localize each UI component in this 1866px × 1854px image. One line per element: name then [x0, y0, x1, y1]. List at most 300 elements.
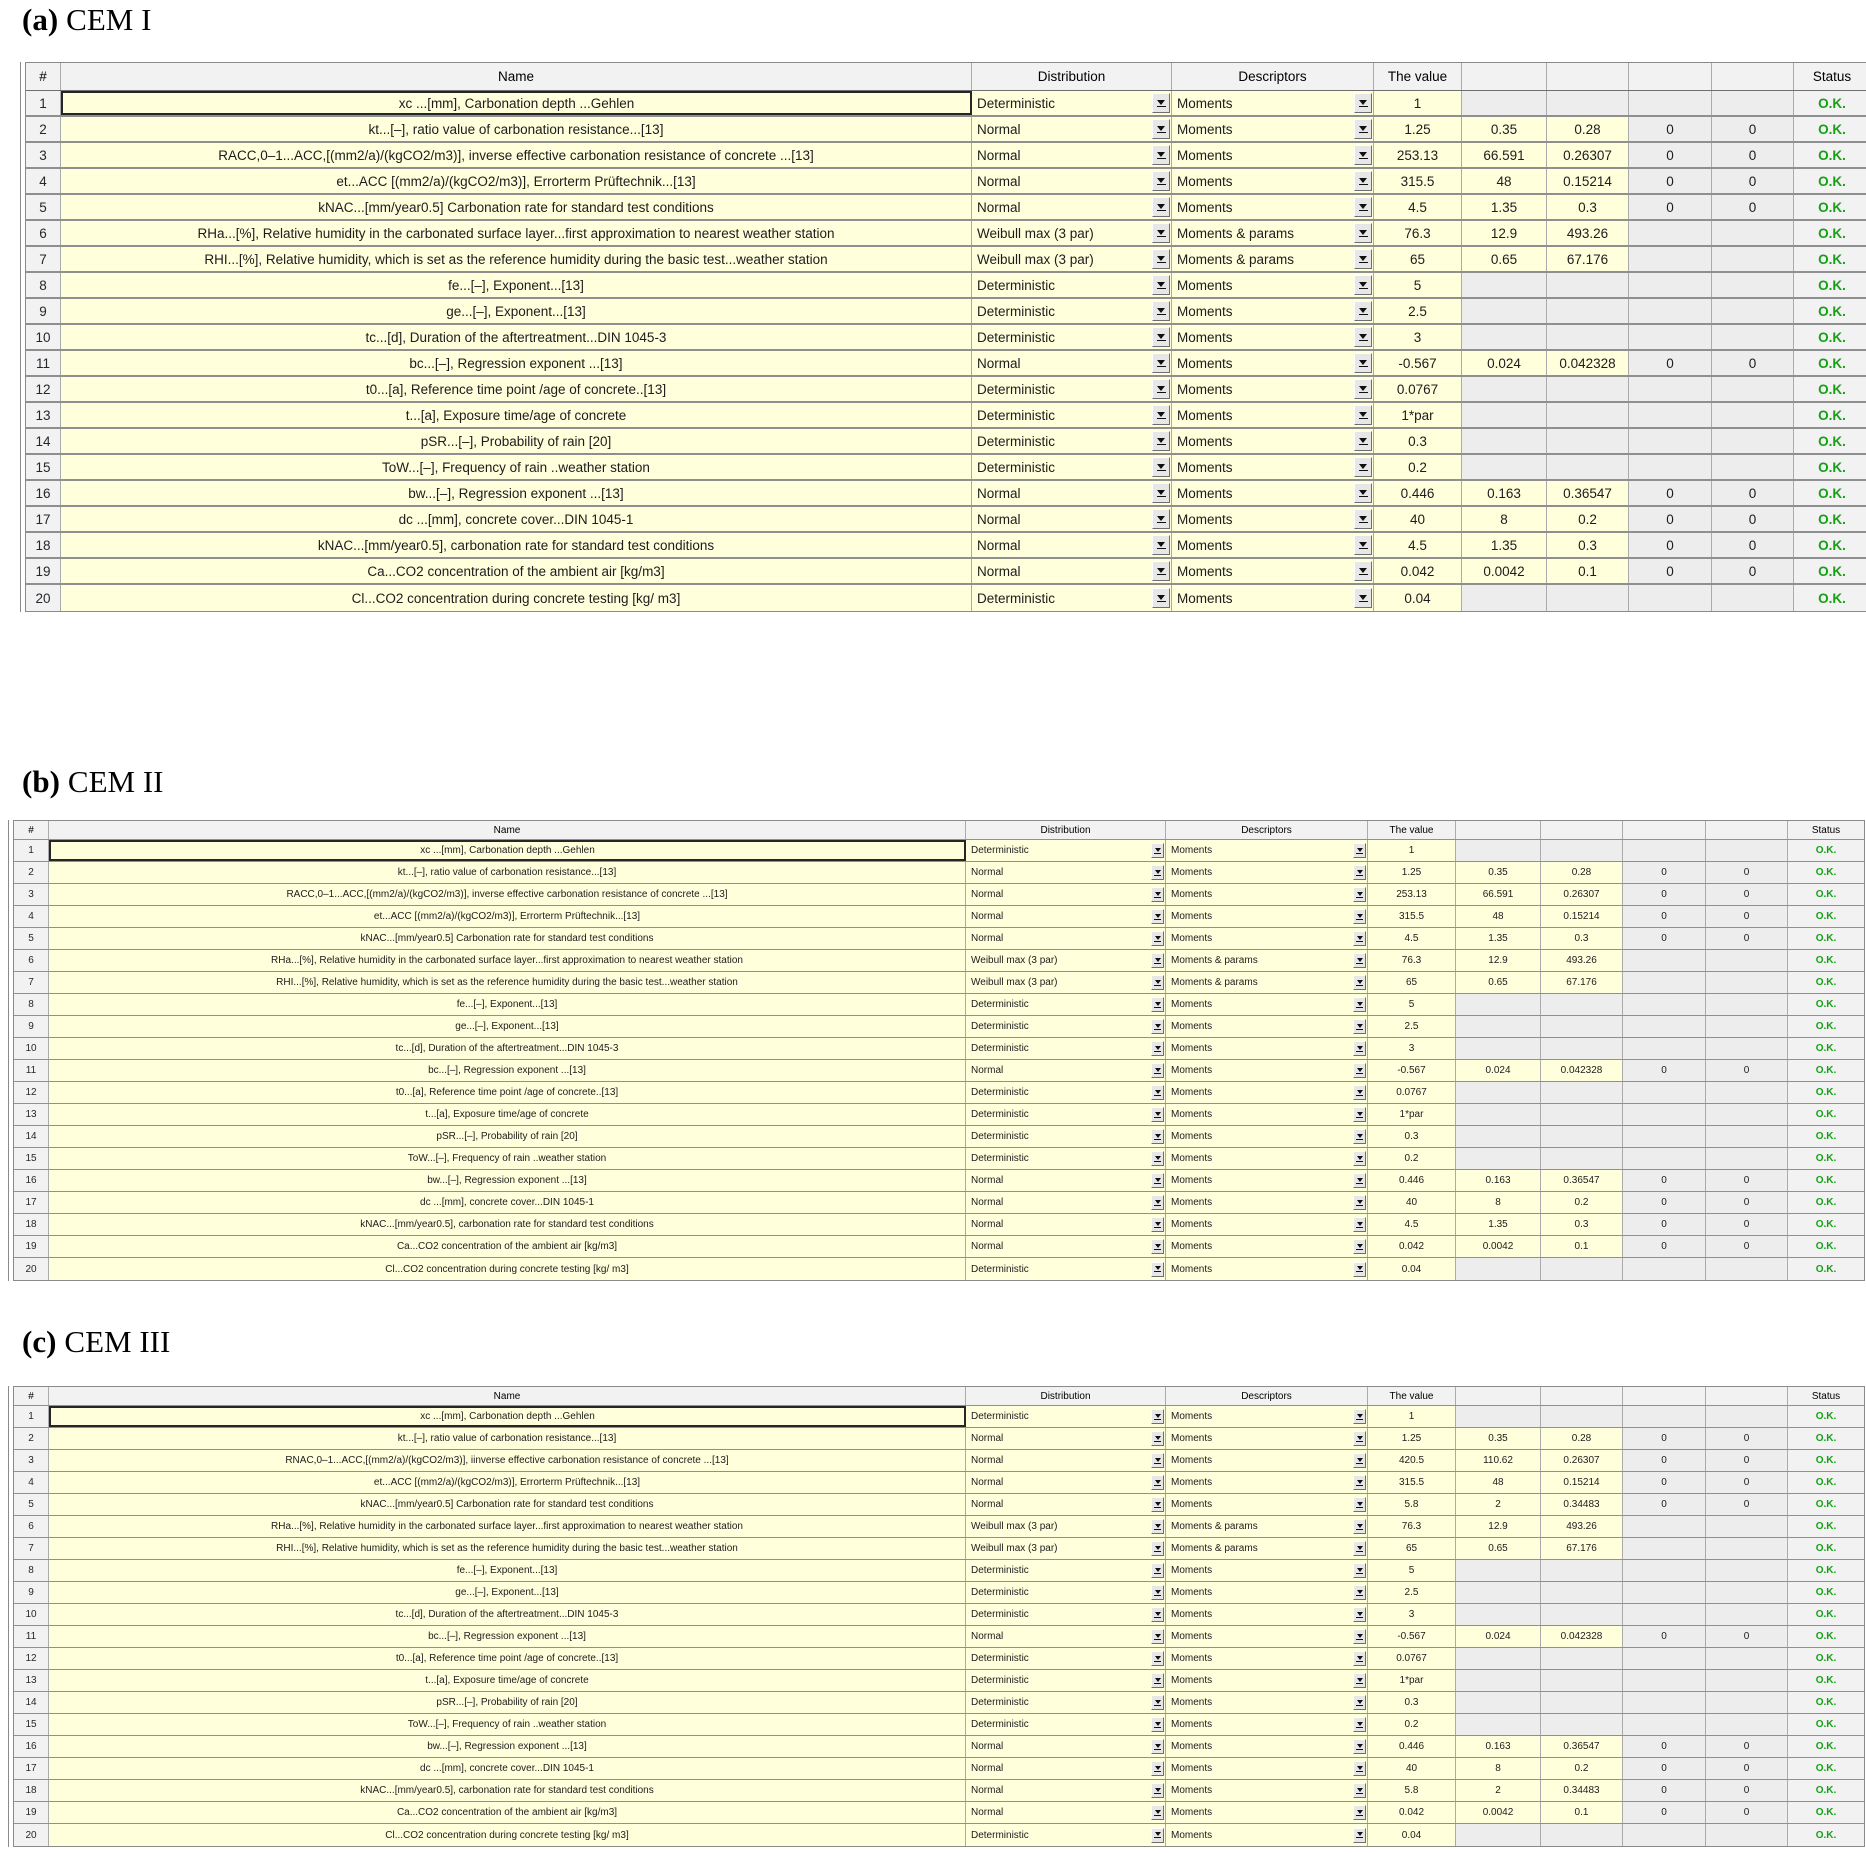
- distribution-select[interactable]: [966, 1104, 1166, 1125]
- value-cell[interactable]: 0.0042: [1462, 559, 1547, 583]
- param-name-cell[interactable]: kNAC...[mm/year0.5], carbonation rate for standard test conditions: [61, 533, 972, 557]
- dropdown-button[interactable]: [1152, 483, 1170, 503]
- descriptors-select[interactable]: [1166, 1582, 1368, 1603]
- distribution-select[interactable]: [966, 1170, 1166, 1191]
- param-name-cell[interactable]: ge...[–], Exponent...[13]: [49, 1582, 966, 1603]
- value-cell[interactable]: [1706, 1406, 1788, 1427]
- value-cell[interactable]: 4.5: [1368, 928, 1456, 949]
- dropdown-button[interactable]: [1353, 843, 1366, 858]
- value-cell[interactable]: [1629, 585, 1712, 611]
- value-cell[interactable]: 315.5: [1374, 169, 1462, 193]
- distribution-select[interactable]: [966, 1472, 1166, 1493]
- distribution-select[interactable]: [966, 1148, 1166, 1169]
- descriptors-select[interactable]: [1166, 1626, 1368, 1647]
- value-cell[interactable]: 0.042328: [1541, 1626, 1623, 1647]
- value-cell[interactable]: 0.04: [1368, 1824, 1456, 1846]
- row-number[interactable]: 10: [26, 325, 61, 349]
- value-cell[interactable]: [1629, 403, 1712, 427]
- param-name-cell[interactable]: bc...[–], Regression exponent ...[13]: [61, 351, 972, 375]
- descriptors-select[interactable]: [1166, 950, 1368, 971]
- distribution-select[interactable]: [972, 273, 1172, 297]
- descriptors-select[interactable]: [1166, 1714, 1368, 1735]
- value-cell[interactable]: [1541, 1648, 1623, 1669]
- dropdown-button[interactable]: [1354, 327, 1372, 347]
- value-cell[interactable]: 0.2: [1547, 507, 1629, 531]
- row-number[interactable]: 4: [14, 906, 49, 927]
- value-cell[interactable]: 76.3: [1368, 950, 1456, 971]
- row-number[interactable]: 9: [14, 1016, 49, 1037]
- param-name-cell[interactable]: kNAC...[mm/year0.5], carbonation rate for standard test conditions: [49, 1780, 966, 1801]
- distribution-select[interactable]: [972, 247, 1172, 271]
- row-number[interactable]: 5: [26, 195, 61, 219]
- row-number[interactable]: 9: [14, 1582, 49, 1603]
- value-cell[interactable]: 0.2: [1368, 1148, 1456, 1169]
- dropdown-button[interactable]: [1353, 1129, 1366, 1144]
- descriptors-select[interactable]: [1172, 351, 1374, 375]
- value-cell[interactable]: [1629, 273, 1712, 297]
- dropdown-button[interactable]: [1151, 1519, 1164, 1534]
- value-cell[interactable]: [1712, 429, 1794, 453]
- param-name-cell[interactable]: fe...[–], Exponent...[13]: [61, 273, 972, 297]
- value-cell[interactable]: [1541, 1714, 1623, 1735]
- dropdown-button[interactable]: [1151, 953, 1164, 968]
- dropdown-button[interactable]: [1353, 1262, 1366, 1277]
- distribution-select[interactable]: [972, 117, 1172, 141]
- dropdown-button[interactable]: [1152, 509, 1170, 529]
- param-name-cell[interactable]: t...[a], Exposure time/age of concrete: [61, 403, 972, 427]
- value-cell[interactable]: 493.26: [1541, 950, 1623, 971]
- value-cell[interactable]: 0.446: [1368, 1170, 1456, 1191]
- row-number[interactable]: 7: [14, 1538, 49, 1559]
- value-cell[interactable]: 1*par: [1368, 1104, 1456, 1125]
- descriptors-select[interactable]: [1166, 1082, 1368, 1103]
- value-cell[interactable]: 0.65: [1462, 247, 1547, 271]
- descriptors-select[interactable]: [1172, 169, 1374, 193]
- descriptors-select[interactable]: [1166, 1016, 1368, 1037]
- value-cell[interactable]: 0: [1706, 1802, 1788, 1823]
- descriptors-select[interactable]: [1166, 1038, 1368, 1059]
- value-cell[interactable]: 0.28: [1547, 117, 1629, 141]
- value-cell[interactable]: 0.28: [1541, 1428, 1623, 1449]
- distribution-select[interactable]: [972, 299, 1172, 323]
- value-cell[interactable]: 8: [1456, 1192, 1541, 1213]
- value-cell[interactable]: 0: [1623, 1214, 1706, 1235]
- dropdown-button[interactable]: [1353, 909, 1366, 924]
- value-cell[interactable]: 2: [1456, 1780, 1541, 1801]
- value-cell[interactable]: 0: [1712, 559, 1794, 583]
- descriptors-select[interactable]: [1166, 1258, 1368, 1280]
- descriptors-select[interactable]: [1172, 195, 1374, 219]
- dropdown-button[interactable]: [1152, 301, 1170, 321]
- value-cell[interactable]: 2.5: [1368, 1016, 1456, 1037]
- descriptors-select[interactable]: [1166, 1494, 1368, 1515]
- value-cell[interactable]: 0.3: [1547, 195, 1629, 219]
- dropdown-button[interactable]: [1354, 509, 1372, 529]
- value-cell[interactable]: 0: [1629, 507, 1712, 531]
- value-cell[interactable]: 0.04: [1368, 1258, 1456, 1280]
- value-cell[interactable]: [1706, 1824, 1788, 1846]
- descriptors-select[interactable]: [1166, 1538, 1368, 1559]
- value-cell[interactable]: 0: [1706, 906, 1788, 927]
- param-name-cell[interactable]: RACC,0–1...ACC,[(mm2/a)/(kgCO2/m3)], inverse effective carbonation resistance of concrete ...[13]: [61, 143, 972, 167]
- distribution-select[interactable]: [966, 1494, 1166, 1515]
- distribution-select[interactable]: [966, 862, 1166, 883]
- value-cell[interactable]: 0.26307: [1547, 143, 1629, 167]
- dropdown-button[interactable]: [1152, 223, 1170, 243]
- param-name-cell[interactable]: Cl...CO2 concentration during concrete testing [kg/ m3]: [49, 1258, 966, 1280]
- dropdown-button[interactable]: [1353, 1085, 1366, 1100]
- value-cell[interactable]: [1462, 585, 1547, 611]
- distribution-select[interactable]: [972, 403, 1172, 427]
- dropdown-button[interactable]: [1152, 405, 1170, 425]
- value-cell[interactable]: [1706, 1648, 1788, 1669]
- dropdown-button[interactable]: [1353, 1651, 1366, 1666]
- distribution-select[interactable]: [972, 221, 1172, 245]
- distribution-select[interactable]: [966, 1538, 1166, 1559]
- distribution-select[interactable]: [972, 325, 1172, 349]
- value-cell[interactable]: [1623, 1126, 1706, 1147]
- distribution-select[interactable]: [966, 1582, 1166, 1603]
- row-number[interactable]: 4: [14, 1472, 49, 1493]
- value-cell[interactable]: [1712, 455, 1794, 479]
- value-cell[interactable]: 1.35: [1462, 533, 1547, 557]
- dropdown-button[interactable]: [1353, 1828, 1366, 1843]
- value-cell[interactable]: [1623, 1148, 1706, 1169]
- value-cell[interactable]: [1623, 972, 1706, 993]
- value-cell[interactable]: [1623, 1082, 1706, 1103]
- dropdown-button[interactable]: [1354, 223, 1372, 243]
- descriptors-select[interactable]: [1166, 1060, 1368, 1081]
- value-cell[interactable]: [1712, 585, 1794, 611]
- param-name-cell[interactable]: bw...[–], Regression exponent ...[13]: [61, 481, 972, 505]
- dropdown-button[interactable]: [1151, 1761, 1164, 1776]
- value-cell[interactable]: 0.3: [1541, 1214, 1623, 1235]
- param-name-cell[interactable]: fe...[–], Exponent...[13]: [49, 1560, 966, 1581]
- row-number[interactable]: 12: [14, 1648, 49, 1669]
- value-cell[interactable]: [1456, 1038, 1541, 1059]
- dropdown-button[interactable]: [1152, 327, 1170, 347]
- value-cell[interactable]: 0.042328: [1541, 1060, 1623, 1081]
- value-cell[interactable]: [1629, 221, 1712, 245]
- value-cell[interactable]: 1: [1374, 91, 1462, 115]
- row-number[interactable]: 2: [14, 1428, 49, 1449]
- distribution-select[interactable]: [972, 559, 1172, 583]
- dropdown-button[interactable]: [1353, 1063, 1366, 1078]
- dropdown-button[interactable]: [1152, 561, 1170, 581]
- descriptors-select[interactable]: [1172, 273, 1374, 297]
- value-cell[interactable]: [1462, 91, 1547, 115]
- row-number[interactable]: 1: [14, 1406, 49, 1427]
- dropdown-button[interactable]: [1152, 588, 1170, 608]
- dropdown-button[interactable]: [1151, 1739, 1164, 1754]
- distribution-select[interactable]: [966, 884, 1166, 905]
- value-cell[interactable]: [1541, 1258, 1623, 1280]
- dropdown-button[interactable]: [1353, 1107, 1366, 1122]
- value-cell[interactable]: [1456, 1148, 1541, 1169]
- value-cell[interactable]: [1456, 1670, 1541, 1691]
- value-cell[interactable]: [1462, 455, 1547, 479]
- distribution-select[interactable]: [972, 377, 1172, 401]
- value-cell[interactable]: [1541, 1126, 1623, 1147]
- param-name-cell[interactable]: et...ACC [(mm2/a)/(kgCO2/m3)], Errorterm Prüftechnik...[13]: [49, 1472, 966, 1493]
- dropdown-button[interactable]: [1151, 887, 1164, 902]
- descriptors-select[interactable]: [1166, 1214, 1368, 1235]
- value-cell[interactable]: 3: [1368, 1604, 1456, 1625]
- distribution-select[interactable]: [972, 143, 1172, 167]
- dropdown-button[interactable]: [1353, 997, 1366, 1012]
- descriptors-select[interactable]: [1172, 299, 1374, 323]
- value-cell[interactable]: 5: [1368, 994, 1456, 1015]
- row-number[interactable]: 12: [14, 1082, 49, 1103]
- value-cell[interactable]: 0.3: [1547, 533, 1629, 557]
- value-cell[interactable]: 0: [1623, 1802, 1706, 1823]
- row-number[interactable]: 11: [14, 1626, 49, 1647]
- value-cell[interactable]: [1456, 994, 1541, 1015]
- value-cell[interactable]: 0: [1623, 1428, 1706, 1449]
- value-cell[interactable]: 66.591: [1462, 143, 1547, 167]
- value-cell[interactable]: 0.35: [1462, 117, 1547, 141]
- value-cell[interactable]: 48: [1456, 1472, 1541, 1493]
- param-name-cell[interactable]: kNAC...[mm/year0.5], carbonation rate for standard test conditions: [49, 1214, 966, 1235]
- row-number[interactable]: 18: [14, 1214, 49, 1235]
- distribution-select[interactable]: [966, 1038, 1166, 1059]
- value-cell[interactable]: 0: [1712, 169, 1794, 193]
- param-name-cell[interactable]: xc ...[mm], Carbonation depth ...Gehlen: [61, 91, 972, 115]
- distribution-select[interactable]: [966, 1802, 1166, 1823]
- param-name-cell[interactable]: kNAC...[mm/year0.5] Carbonation rate for standard test conditions: [49, 1494, 966, 1515]
- value-cell[interactable]: 0: [1629, 195, 1712, 219]
- dropdown-button[interactable]: [1354, 588, 1372, 608]
- descriptors-select[interactable]: [1166, 1428, 1368, 1449]
- row-number[interactable]: 1: [26, 91, 61, 115]
- value-cell[interactable]: 0: [1706, 1214, 1788, 1235]
- param-name-cell[interactable]: Ca...CO2 concentration of the ambient air [kg/m3]: [49, 1236, 966, 1257]
- value-cell[interactable]: 67.176: [1547, 247, 1629, 271]
- row-number[interactable]: 15: [14, 1148, 49, 1169]
- value-cell[interactable]: 1.25: [1368, 862, 1456, 883]
- value-cell[interactable]: 0: [1712, 117, 1794, 141]
- value-cell[interactable]: 0: [1623, 1494, 1706, 1515]
- value-cell[interactable]: 0.3: [1541, 928, 1623, 949]
- param-name-cell[interactable]: xc ...[mm], Carbonation depth ...Gehlen: [49, 1406, 966, 1427]
- row-number[interactable]: 13: [14, 1670, 49, 1691]
- row-number[interactable]: 17: [14, 1758, 49, 1779]
- value-cell[interactable]: [1712, 403, 1794, 427]
- dropdown-button[interactable]: [1151, 909, 1164, 924]
- value-cell[interactable]: 0.0767: [1368, 1648, 1456, 1669]
- value-cell[interactable]: 67.176: [1541, 972, 1623, 993]
- value-cell[interactable]: 0: [1623, 906, 1706, 927]
- value-cell[interactable]: 12.9: [1456, 950, 1541, 971]
- dropdown-button[interactable]: [1353, 1173, 1366, 1188]
- value-cell[interactable]: 0.0767: [1374, 377, 1462, 401]
- value-cell[interactable]: [1541, 1406, 1623, 1427]
- value-cell[interactable]: 0.35: [1456, 1428, 1541, 1449]
- row-number[interactable]: 18: [26, 533, 61, 557]
- param-name-cell[interactable]: xc ...[mm], Carbonation depth ...Gehlen: [49, 840, 966, 861]
- dropdown-button[interactable]: [1151, 1563, 1164, 1578]
- value-cell[interactable]: 0.163: [1456, 1170, 1541, 1191]
- value-cell[interactable]: 0.15214: [1547, 169, 1629, 193]
- value-cell[interactable]: [1629, 429, 1712, 453]
- distribution-select[interactable]: [966, 1016, 1166, 1037]
- dropdown-button[interactable]: [1152, 431, 1170, 451]
- row-number[interactable]: 11: [14, 1060, 49, 1081]
- distribution-select[interactable]: [966, 1824, 1166, 1846]
- value-cell[interactable]: [1456, 1258, 1541, 1280]
- row-number[interactable]: 16: [14, 1736, 49, 1757]
- value-cell[interactable]: [1547, 91, 1629, 115]
- row-number[interactable]: 2: [26, 117, 61, 141]
- value-cell[interactable]: [1623, 1692, 1706, 1713]
- row-number[interactable]: 8: [26, 273, 61, 297]
- value-cell[interactable]: 0.28: [1541, 862, 1623, 883]
- dropdown-button[interactable]: [1151, 843, 1164, 858]
- distribution-select[interactable]: [966, 906, 1166, 927]
- distribution-select[interactable]: [966, 1192, 1166, 1213]
- row-number[interactable]: 19: [14, 1802, 49, 1823]
- value-cell[interactable]: 1.35: [1462, 195, 1547, 219]
- distribution-select[interactable]: [966, 1670, 1166, 1691]
- value-cell[interactable]: [1541, 1824, 1623, 1846]
- distribution-select[interactable]: [972, 533, 1172, 557]
- value-cell[interactable]: [1541, 994, 1623, 1015]
- descriptors-select[interactable]: [1166, 972, 1368, 993]
- param-name-cell[interactable]: RHa...[%], Relative humidity in the carbonated surface layer...first approximation to nearest weather station: [49, 1516, 966, 1537]
- value-cell[interactable]: [1456, 1560, 1541, 1581]
- distribution-select[interactable]: [972, 169, 1172, 193]
- value-cell[interactable]: [1456, 1714, 1541, 1735]
- value-cell[interactable]: 0.024: [1462, 351, 1547, 375]
- value-cell[interactable]: -0.567: [1374, 351, 1462, 375]
- descriptors-select[interactable]: [1172, 455, 1374, 479]
- distribution-select[interactable]: [972, 585, 1172, 611]
- value-cell[interactable]: 48: [1462, 169, 1547, 193]
- value-cell[interactable]: 65: [1374, 247, 1462, 271]
- dropdown-button[interactable]: [1151, 1217, 1164, 1232]
- dropdown-button[interactable]: [1151, 1607, 1164, 1622]
- value-cell[interactable]: 0: [1706, 1192, 1788, 1213]
- dropdown-button[interactable]: [1152, 171, 1170, 191]
- param-name-cell[interactable]: dc ...[mm], concrete cover...DIN 1045-1: [61, 507, 972, 531]
- value-cell[interactable]: 0.3: [1368, 1126, 1456, 1147]
- value-cell[interactable]: 5.8: [1368, 1780, 1456, 1801]
- value-cell[interactable]: [1706, 1148, 1788, 1169]
- value-cell[interactable]: [1706, 1082, 1788, 1103]
- value-cell[interactable]: 0: [1712, 351, 1794, 375]
- descriptors-select[interactable]: [1172, 507, 1374, 531]
- value-cell[interactable]: 0.3: [1368, 1692, 1456, 1713]
- descriptors-select[interactable]: [1166, 1148, 1368, 1169]
- value-cell[interactable]: [1623, 1714, 1706, 1735]
- param-name-cell[interactable]: tc...[d], Duration of the aftertreatment...DIN 1045-3: [49, 1038, 966, 1059]
- value-cell[interactable]: 2.5: [1368, 1582, 1456, 1603]
- param-name-cell[interactable]: Ca...CO2 concentration of the ambient air [kg/m3]: [61, 559, 972, 583]
- dropdown-button[interactable]: [1152, 275, 1170, 295]
- value-cell[interactable]: 0.35: [1456, 862, 1541, 883]
- descriptors-select[interactable]: [1172, 533, 1374, 557]
- value-cell[interactable]: 4.5: [1374, 533, 1462, 557]
- dropdown-button[interactable]: [1354, 275, 1372, 295]
- value-cell[interactable]: 2.5: [1374, 299, 1462, 323]
- dropdown-button[interactable]: [1152, 379, 1170, 399]
- value-cell[interactable]: 0: [1706, 1236, 1788, 1257]
- value-cell[interactable]: [1462, 403, 1547, 427]
- descriptors-select[interactable]: [1172, 429, 1374, 453]
- dropdown-button[interactable]: [1151, 1541, 1164, 1556]
- value-cell[interactable]: 0: [1623, 1626, 1706, 1647]
- distribution-select[interactable]: [972, 429, 1172, 453]
- value-cell[interactable]: [1712, 377, 1794, 401]
- row-number[interactable]: 20: [14, 1824, 49, 1846]
- param-name-cell[interactable]: ge...[–], Exponent...[13]: [61, 299, 972, 323]
- descriptors-select[interactable]: [1166, 1406, 1368, 1427]
- descriptors-select[interactable]: [1166, 1516, 1368, 1537]
- row-number[interactable]: 16: [26, 481, 61, 505]
- dropdown-button[interactable]: [1151, 1717, 1164, 1732]
- dropdown-button[interactable]: [1151, 1453, 1164, 1468]
- value-cell[interactable]: 1: [1368, 840, 1456, 861]
- value-cell[interactable]: 0: [1623, 1780, 1706, 1801]
- dropdown-button[interactable]: [1353, 1629, 1366, 1644]
- dropdown-button[interactable]: [1353, 1519, 1366, 1534]
- distribution-select[interactable]: [966, 1428, 1166, 1449]
- dropdown-button[interactable]: [1151, 1173, 1164, 1188]
- dropdown-button[interactable]: [1354, 145, 1372, 165]
- dropdown-button[interactable]: [1353, 975, 1366, 990]
- descriptors-select[interactable]: [1166, 840, 1368, 861]
- dropdown-button[interactable]: [1353, 1673, 1366, 1688]
- param-name-cell[interactable]: et...ACC [(mm2/a)/(kgCO2/m3)], Errorterm Prüftechnik...[13]: [61, 169, 972, 193]
- value-cell[interactable]: 0.1: [1547, 559, 1629, 583]
- value-cell[interactable]: [1629, 299, 1712, 323]
- param-name-cell[interactable]: t0...[a], Reference time point /age of concrete..[13]: [61, 377, 972, 401]
- descriptors-select[interactable]: [1166, 1560, 1368, 1581]
- value-cell[interactable]: 0: [1623, 928, 1706, 949]
- dropdown-button[interactable]: [1354, 457, 1372, 477]
- value-cell[interactable]: 4.5: [1374, 195, 1462, 219]
- value-cell[interactable]: [1541, 1038, 1623, 1059]
- value-cell[interactable]: [1629, 247, 1712, 271]
- value-cell[interactable]: 0.042328: [1547, 351, 1629, 375]
- value-cell[interactable]: [1706, 950, 1788, 971]
- param-name-cell[interactable]: t...[a], Exposure time/age of concrete: [49, 1104, 966, 1125]
- dropdown-button[interactable]: [1353, 1695, 1366, 1710]
- value-cell[interactable]: 0.3: [1374, 429, 1462, 453]
- row-number[interactable]: 20: [26, 585, 61, 611]
- value-cell[interactable]: 0.65: [1456, 1538, 1541, 1559]
- param-name-cell[interactable]: kt...[–], ratio value of carbonation resistance...[13]: [61, 117, 972, 141]
- param-name-cell[interactable]: ToW...[–], Frequency of rain ..weather station: [49, 1148, 966, 1169]
- dropdown-button[interactable]: [1353, 1541, 1366, 1556]
- dropdown-button[interactable]: [1354, 171, 1372, 191]
- descriptors-select[interactable]: [1166, 1604, 1368, 1625]
- distribution-select[interactable]: [966, 1604, 1166, 1625]
- value-cell[interactable]: 0: [1706, 1472, 1788, 1493]
- descriptors-select[interactable]: [1166, 928, 1368, 949]
- distribution-select[interactable]: [966, 1406, 1166, 1427]
- value-cell[interactable]: [1547, 325, 1629, 349]
- row-number[interactable]: 3: [14, 884, 49, 905]
- distribution-select[interactable]: [972, 195, 1172, 219]
- value-cell[interactable]: [1541, 1082, 1623, 1103]
- value-cell[interactable]: 0: [1623, 1472, 1706, 1493]
- value-cell[interactable]: [1706, 840, 1788, 861]
- value-cell[interactable]: 3: [1374, 325, 1462, 349]
- value-cell[interactable]: [1456, 1824, 1541, 1846]
- param-name-cell[interactable]: RHa...[%], Relative humidity in the carbonated surface layer...first approximation to nearest weather station: [61, 221, 972, 245]
- value-cell[interactable]: 4.5: [1368, 1214, 1456, 1235]
